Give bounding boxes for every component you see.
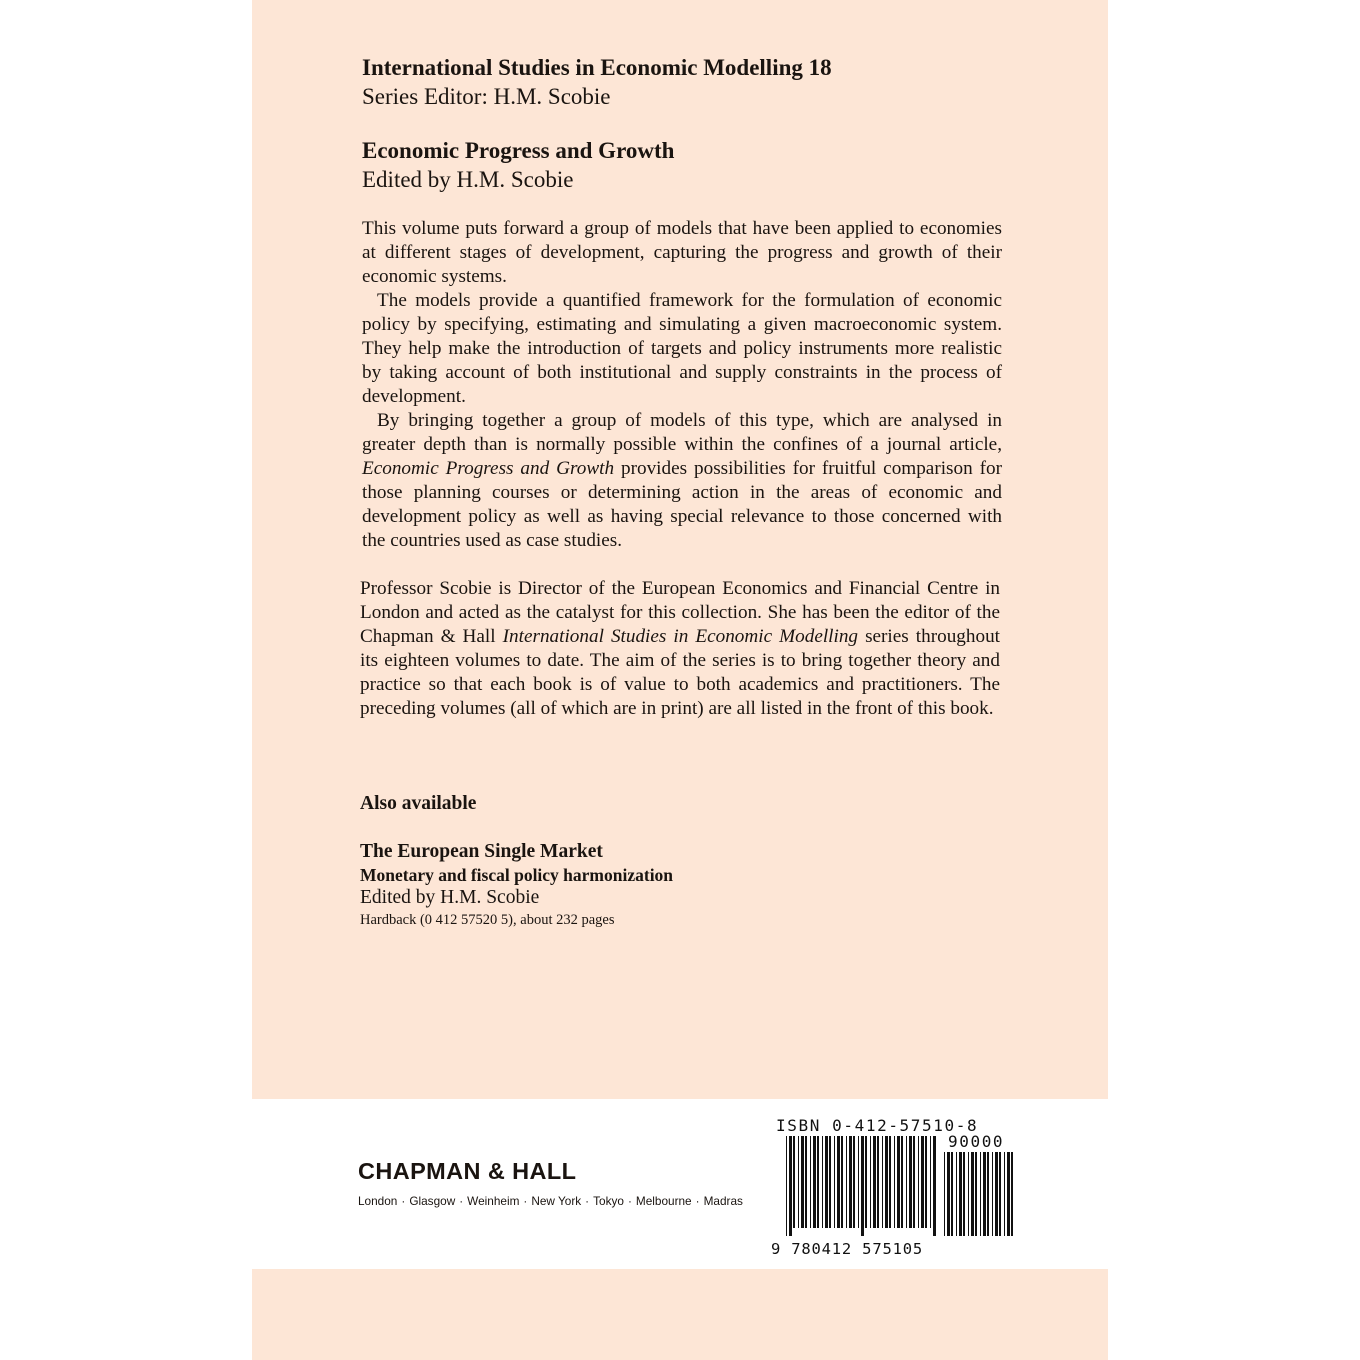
barcode-bar <box>877 1136 879 1228</box>
barcode-bar <box>858 1136 859 1228</box>
barcode-bar <box>885 1136 888 1228</box>
barcode-bar <box>789 1136 792 1236</box>
barcode-bar <box>987 1152 989 1236</box>
barcode-bar <box>992 1152 993 1236</box>
barcode-bar <box>918 1136 919 1228</box>
barcode-bar <box>870 1136 871 1228</box>
barcode-bar <box>865 1136 867 1228</box>
addon-barcode <box>944 1152 1016 1236</box>
barcode-bar <box>1011 1152 1013 1236</box>
barcode-bar <box>889 1136 891 1228</box>
barcode-bar <box>971 1152 974 1236</box>
barcode-bar <box>925 1136 927 1228</box>
city: Melbourne <box>635 1194 692 1208</box>
barcode-bar <box>837 1136 840 1228</box>
barcode-bar <box>944 1152 945 1236</box>
related-book-subtitle: Monetary and fiscal policy harmonization <box>360 865 674 885</box>
barcode-bar <box>801 1136 804 1228</box>
related-book-title: The European Single Market <box>360 841 603 862</box>
barcode-bar <box>999 1152 1001 1236</box>
description-paragraph-2: The models provide a quantified framework for the formulation of economic policy by specifying, estimating and simulating a given macroeconomic system. They help make the introduction of targets and policy instruments more realistic by taking account of both institutional and supply constraints in the process of development. <box>362 290 1002 407</box>
barcode-bar <box>1004 1152 1005 1236</box>
barcode-bar <box>786 1136 787 1236</box>
barcode-bar <box>1007 1152 1010 1236</box>
price-code: 90000 <box>948 1132 1005 1151</box>
barcode-bar <box>853 1136 855 1228</box>
city: London <box>358 1194 398 1208</box>
barcode-bar <box>980 1152 981 1236</box>
series-editor: Series Editor: H.M. Scobie <box>362 84 611 109</box>
barcode-bar <box>813 1136 816 1228</box>
book-title: Economic Progress and Growth <box>362 138 675 163</box>
description-paragraph-3 <box>362 409 1002 553</box>
barcode-bar <box>793 1136 795 1228</box>
biography-end: series throughout its eighteen volumes to date. The aim of the series is to bring together theory and practice so that each book is of value to both academics and practitioners. The preceding volumes (all of which are in print) are all listed in the front of this book. <box>360 626 1001 719</box>
barcode-bar <box>897 1136 900 1228</box>
barcode-bar <box>829 1136 831 1228</box>
barcode-bar <box>825 1136 828 1228</box>
barcode-bar <box>963 1152 965 1236</box>
barcode-bar <box>873 1136 876 1228</box>
editor-biography <box>360 577 1000 721</box>
barcode-bar <box>913 1136 915 1228</box>
description-paragraph-3-end: provides possibilities for fruitful comparison for those planning courses or determining action in the areas of economic and development policy as well as having special relevance to those concerned with the countries used as case studies. <box>362 458 1002 551</box>
barcode-bar <box>849 1136 852 1228</box>
barcode-bar <box>921 1136 924 1228</box>
related-book-info: Hardback (0 412 57520 5), about 232 pages <box>360 912 615 928</box>
barcode-bar <box>930 1136 931 1228</box>
series-title-italic: International Studies in Economic Modelling <box>502 626 859 647</box>
barcode-bar <box>810 1136 811 1228</box>
barcode-bar <box>947 1152 950 1236</box>
description-paragraph-1: This volume puts forward a group of models that have been applied to economies at different stages of development, capturing the progress and growth of their economic systems. <box>362 218 1002 287</box>
barcode-bar <box>861 1136 864 1236</box>
barcode-bar <box>995 1152 998 1236</box>
barcode-bar <box>894 1136 895 1228</box>
barcode-bar <box>841 1136 843 1228</box>
barcode-bar <box>909 1136 912 1228</box>
book-description <box>362 217 1002 553</box>
book-title-italic: Economic Progress and Growth <box>362 458 615 479</box>
barcode-bar <box>817 1136 819 1228</box>
publisher-logo: CHAPMAN & HALL <box>358 1158 577 1184</box>
barcode-bar <box>959 1152 962 1236</box>
ean-barcode <box>786 1136 938 1236</box>
barcode-bar <box>834 1136 835 1228</box>
city: Weinheim <box>467 1194 520 1208</box>
city: Tokyo <box>593 1194 624 1208</box>
barcode-bar <box>951 1152 953 1236</box>
barcode-bar <box>882 1136 883 1228</box>
barcode-bar <box>975 1152 977 1236</box>
barcode-bar <box>956 1152 957 1236</box>
barcode-bar <box>968 1152 969 1236</box>
barcode-bar <box>983 1152 986 1236</box>
barcode-bar <box>901 1136 903 1228</box>
biography-start: Professor Scobie is Director of the European Economics and Financial Centre in London and acted as the catalyst for this collection. She has been the editor of the Chapman & Hall <box>360 578 1000 647</box>
book-editor: Edited by H.M. Scobie <box>362 167 574 192</box>
biography-paragraph <box>360 577 1000 721</box>
also-available-heading: Also available <box>360 793 477 814</box>
barcode-bar <box>933 1136 936 1236</box>
city: Glasgow <box>409 1194 456 1208</box>
city: Madras <box>703 1194 743 1208</box>
ean-digits: 9 780412 575105 <box>771 1240 923 1258</box>
barcode-bar <box>805 1136 807 1228</box>
barcode-bar <box>822 1136 823 1228</box>
series-title: International Studies in Economic Modelling 18 <box>362 55 832 80</box>
barcode-bar <box>798 1136 799 1228</box>
related-book-editor: Edited by H.M. Scobie <box>360 887 540 908</box>
barcode-bar <box>846 1136 847 1228</box>
isbn-text: ISBN 0-412-57510-8 <box>776 1116 979 1135</box>
publisher-cities: London · Glasgow · Weinheim · New York · Tokyo · Melbourne · Madras <box>358 1194 743 1208</box>
barcode-bar <box>906 1136 907 1228</box>
description-paragraph-3-start: By bringing together a group of models of this type, which are analysed in greater depth than is normally possible within the confines of a journal article, <box>362 410 1002 455</box>
city: New York <box>531 1194 582 1208</box>
